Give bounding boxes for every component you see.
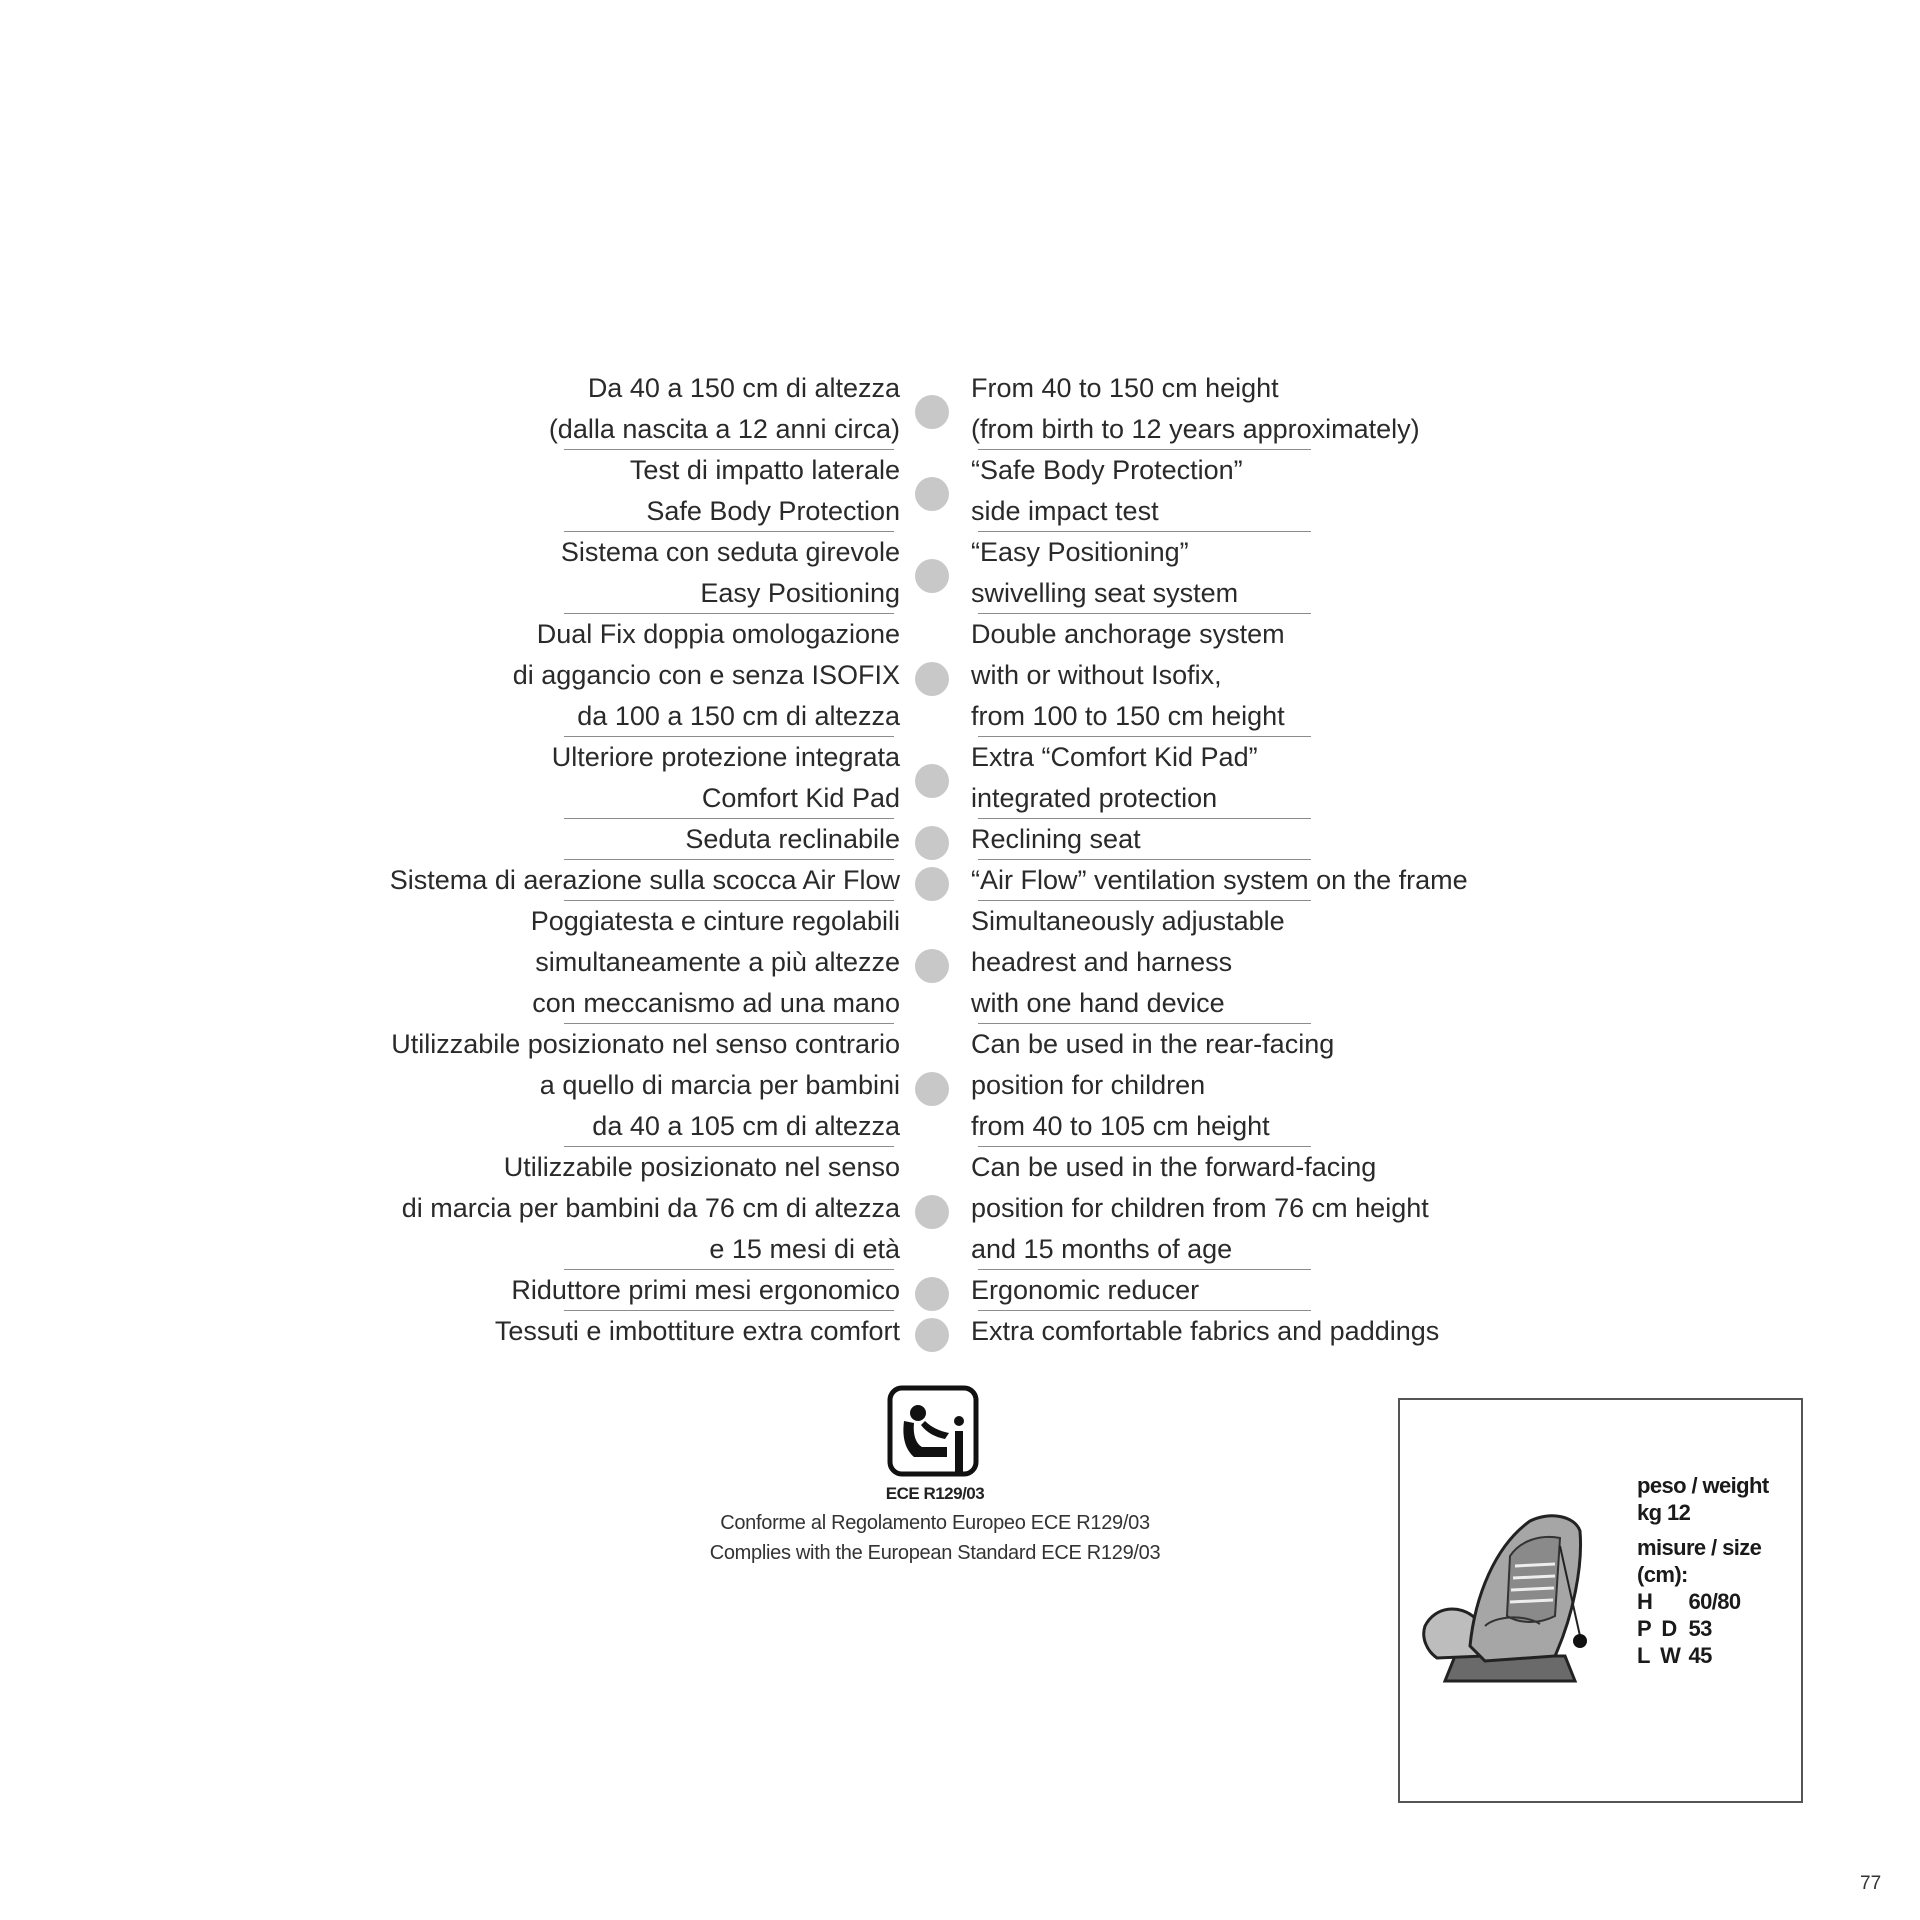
weight-label: peso / weight <box>1637 1473 1769 1498</box>
feature-line-en: with one hand device <box>971 988 1225 1018</box>
feature-line-it: Comfort Kid Pad <box>701 783 900 813</box>
feature-row <box>0 1270 1920 1311</box>
feature-line-en: Can be used in the rear-facing <box>971 1029 1335 1059</box>
feature-row <box>0 1024 1920 1147</box>
feature-text-it <box>495 1311 900 1352</box>
feature-text-it <box>391 1024 900 1147</box>
feature-line-en: Simultaneously adjustable <box>971 906 1285 936</box>
feature-text-it <box>511 1270 900 1311</box>
car-seat-icon <box>1415 1506 1590 1696</box>
feature-line-it: Dual Fix doppia omologazione <box>536 619 900 649</box>
feature-line-en: position for children from 76 cm height <box>971 1193 1429 1223</box>
feature-line-en: integrated protection <box>971 783 1218 813</box>
feature-line-it: da 100 a 150 cm di altezza <box>577 701 900 731</box>
dimension-width <box>1637 1642 1769 1669</box>
feature-line-en: Double anchorage system <box>971 619 1285 649</box>
feature-line-it: (dalla nascita a 12 anni circa) <box>548 414 900 444</box>
feature-line-en: “Easy Positioning” <box>971 537 1189 567</box>
bullet-dot <box>915 1195 949 1229</box>
bullet-dot <box>915 1277 949 1311</box>
bullet-dot <box>915 949 949 983</box>
feature-row <box>0 1147 1920 1270</box>
feature-line-it: Poggiatesta e cinture regolabili <box>530 906 900 936</box>
feature-text-en <box>971 368 1420 450</box>
feature-text-it <box>685 819 900 860</box>
feature-line-it: Riduttore primi mesi ergonomico <box>511 1275 900 1305</box>
feature-text-it <box>552 737 900 819</box>
feature-text-it <box>513 614 900 737</box>
feature-text-en <box>971 901 1285 1024</box>
feature-line-en: side impact test <box>971 496 1159 526</box>
bullet-dot <box>915 1318 949 1352</box>
feature-line-it: da 40 a 105 cm di altezza <box>592 1111 900 1141</box>
feature-text-en <box>971 1270 1199 1311</box>
feature-line-it: Da 40 a 150 cm di altezza <box>587 373 900 403</box>
page-number: 77 <box>1860 1873 1882 1894</box>
dimension-label: H <box>1637 1589 1655 1614</box>
bullet-dot <box>915 477 949 511</box>
size-label: misure / size <box>1637 1535 1762 1560</box>
feature-line-en: swivelling seat system <box>971 578 1239 608</box>
feature-line-it: e 15 mesi di età <box>709 1234 900 1264</box>
certification-block <box>700 1385 1170 1568</box>
feature-line-en: and 15 months of age <box>971 1234 1233 1264</box>
feature-text-en <box>971 532 1238 614</box>
feature-line-en: Can be used in the forward-facing <box>971 1152 1377 1182</box>
dimension-value: 45 <box>1688 1643 1712 1668</box>
feature-line-en: “Air Flow” ventilation system on the frame <box>971 865 1468 895</box>
feature-text-it <box>549 368 900 450</box>
feature-line-it: di marcia per bambini da 76 cm di altezza <box>401 1193 900 1223</box>
certification-text-it: Conforme al Regolamento Europeo ECE R129/03 <box>720 1512 1150 1534</box>
feature-line-en: From 40 to 150 cm height <box>971 373 1279 403</box>
feature-line-it: Easy Positioning <box>700 578 900 608</box>
dimension-height <box>1637 1588 1769 1615</box>
bullet-dot <box>915 764 949 798</box>
feature-line-en: from 40 to 105 cm height <box>971 1111 1270 1141</box>
feature-line-en: Extra “Comfort Kid Pad” <box>971 742 1258 772</box>
feature-line-en: Reclining seat <box>971 824 1141 854</box>
feature-text-en <box>971 819 1141 860</box>
product-info-box <box>1398 1398 1803 1803</box>
feature-line-it: Safe Body Protection <box>646 496 900 526</box>
feature-text-it <box>390 860 900 901</box>
feature-row <box>0 901 1920 1024</box>
feature-line-it: Utilizzabile posizionato nel senso <box>503 1152 900 1182</box>
feature-line-en: “Safe Body Protection” <box>971 455 1243 485</box>
feature-line-it: simultaneamente a più altezze <box>535 947 900 977</box>
feature-line-it: Utilizzabile posizionato nel senso contrario <box>391 1029 900 1059</box>
feature-row <box>0 1311 1920 1352</box>
feature-row <box>0 614 1920 737</box>
feature-line-it: di aggancio con e senza ISOFIX <box>512 660 900 690</box>
feature-line-en: from 100 to 150 cm height <box>971 701 1285 731</box>
feature-line-it: a quello di marcia per bambini <box>539 1070 900 1100</box>
feature-line-en: headrest and harness <box>971 947 1233 977</box>
feature-line-en: with or without Isofix, <box>971 660 1222 690</box>
feature-line-it: Sistema con seduta girevole <box>560 537 900 567</box>
certification-text-en: Complies with the European Standard ECE R129/03 <box>709 1542 1161 1564</box>
weight-value: kg 12 <box>1637 1500 1691 1525</box>
feature-text-en <box>971 1147 1429 1270</box>
feature-row <box>0 532 1920 614</box>
feature-line-it: Tessuti e imbottiture extra comfort <box>494 1316 900 1346</box>
feature-line-en: Extra comfortable fabrics and paddings <box>971 1316 1440 1346</box>
feature-text-en <box>971 1024 1334 1147</box>
feature-line-it: Sistema di aerazione sulla scocca Air Flow <box>389 865 900 895</box>
feature-text-it <box>531 901 900 1024</box>
product-specs <box>1637 1472 1769 1669</box>
feature-row <box>0 737 1920 819</box>
bullet-dot <box>915 826 949 860</box>
feature-row <box>0 368 1920 450</box>
feature-text-en <box>971 860 1468 901</box>
certification-code: ECE R129/03 <box>885 1484 985 1503</box>
dimension-value: 60/80 <box>1688 1589 1741 1614</box>
dimension-label: L W <box>1637 1643 1683 1668</box>
feature-row <box>0 450 1920 532</box>
dimension-value: 53 <box>1688 1616 1712 1641</box>
feature-text-en <box>971 450 1243 532</box>
size-unit: (cm): <box>1637 1562 1688 1587</box>
feature-text-en <box>971 1311 1439 1352</box>
feature-line-en: (from birth to 12 years approximately) <box>971 414 1420 444</box>
feature-text-en <box>971 614 1285 737</box>
bullet-dot <box>915 1072 949 1106</box>
bullet-dot <box>915 662 949 696</box>
isofix-child-seat-icon <box>887 1385 983 1481</box>
feature-text-it <box>630 450 900 532</box>
feature-text-it <box>561 532 900 614</box>
feature-line-en: Ergonomic reducer <box>971 1275 1200 1305</box>
bullet-dot <box>915 559 949 593</box>
bullet-dot <box>915 395 949 429</box>
feature-line-it: con meccanismo ad una mano <box>532 988 900 1018</box>
feature-text-en <box>971 737 1258 819</box>
bullet-dot <box>915 867 949 901</box>
dimension-label: P D <box>1637 1616 1680 1641</box>
feature-line-it: Test di impatto laterale <box>629 455 900 485</box>
dimension-depth <box>1637 1615 1769 1642</box>
feature-line-en: position for children <box>971 1070 1206 1100</box>
feature-line-it: Seduta reclinabile <box>685 824 900 854</box>
feature-row <box>0 819 1920 860</box>
feature-text-it <box>402 1147 900 1270</box>
feature-line-it: Ulteriore protezione integrata <box>551 742 900 772</box>
feature-row <box>0 860 1920 901</box>
